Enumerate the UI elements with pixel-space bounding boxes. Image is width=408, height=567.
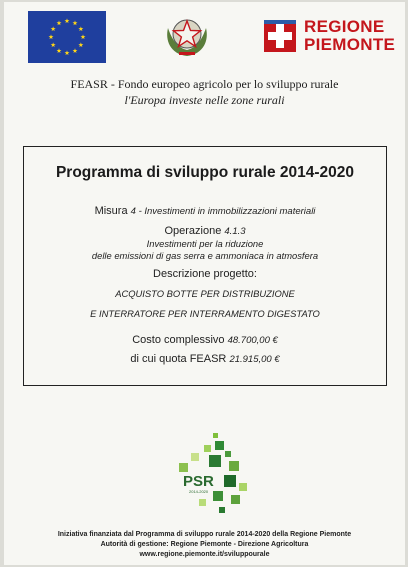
eu-star-icon bbox=[73, 48, 78, 53]
project-box bbox=[23, 146, 387, 386]
footer-line-2: Autorità di gestione: Regione Piemonte - Direzione Agricoltura bbox=[100, 541, 309, 548]
quota-label: di cui quota FEASR bbox=[130, 353, 227, 365]
costo-label: Costo complessivo bbox=[132, 334, 225, 346]
italian-republic-emblem bbox=[162, 10, 212, 62]
feasr-subtitle: l'Europa investe nelle zone rurali bbox=[124, 93, 285, 107]
eu-star-icon bbox=[49, 34, 54, 39]
descrizione-label: Descrizione progetto: bbox=[153, 268, 257, 280]
eu-star-icon bbox=[57, 48, 62, 53]
program-title: Programma di sviluppo rurale 2014-2020 bbox=[55, 164, 355, 181]
footer-line-1: Iniziativa finanziata dal Programma di sviluppo rurale 2014-2020 della Regione Piemonte bbox=[57, 531, 352, 538]
costo-value: 48.700,00 € bbox=[227, 335, 278, 346]
operazione-desc-2: delle emissioni di gas serra e ammoniaca in atmosfera bbox=[91, 250, 319, 261]
feasr-title: FEASR - Fondo europeo agricolo per lo sviluppo rurale bbox=[70, 77, 339, 91]
psr-logo bbox=[169, 433, 249, 521]
operazione-label: Operazione bbox=[164, 225, 222, 237]
eu-star-icon bbox=[57, 21, 62, 26]
costo-line bbox=[24, 334, 386, 346]
footer-website: www.regione.piemonte.it/sviluppourale bbox=[139, 551, 270, 558]
psr-logo-text: PSR bbox=[183, 473, 214, 490]
eu-star-icon bbox=[51, 42, 56, 47]
operazione-desc-1: Investimenti per la riduzione bbox=[146, 238, 264, 249]
eu-star-icon bbox=[51, 26, 56, 31]
misura-line bbox=[24, 205, 386, 217]
eu-star-icon bbox=[65, 50, 70, 55]
regione-line2: PIEMONTE bbox=[304, 35, 396, 54]
regione-line1: REGIONE bbox=[304, 17, 385, 36]
quota-line bbox=[24, 353, 386, 365]
progetto-line-1: ACQUISTO BOTTE PER DISTRIBUZIONE bbox=[115, 288, 295, 299]
eu-flag-logo bbox=[28, 11, 106, 63]
eu-star-icon bbox=[78, 42, 83, 47]
eu-star-icon bbox=[65, 18, 70, 23]
eu-star-icon bbox=[73, 21, 78, 26]
operazione-line bbox=[24, 225, 386, 237]
psr-logo-years: 2014-2020 bbox=[189, 489, 209, 494]
operazione-value: 4.1.3 bbox=[224, 226, 246, 237]
eu-star-icon bbox=[78, 26, 83, 31]
quota-value: 21.915,00 € bbox=[229, 354, 280, 365]
poster bbox=[4, 2, 405, 565]
piemonte-shield-icon bbox=[262, 18, 298, 54]
regione-name bbox=[304, 18, 395, 54]
misura-label: Misura bbox=[94, 205, 128, 217]
regione-piemonte-logo bbox=[262, 17, 396, 56]
progetto-line-2: E INTERRATORE PER INTERRAMENTO DIGESTATO bbox=[90, 308, 320, 319]
misura-value: 4 - Investimenti in immobilizzazioni materiali bbox=[130, 206, 316, 217]
eu-star-icon bbox=[81, 34, 86, 39]
